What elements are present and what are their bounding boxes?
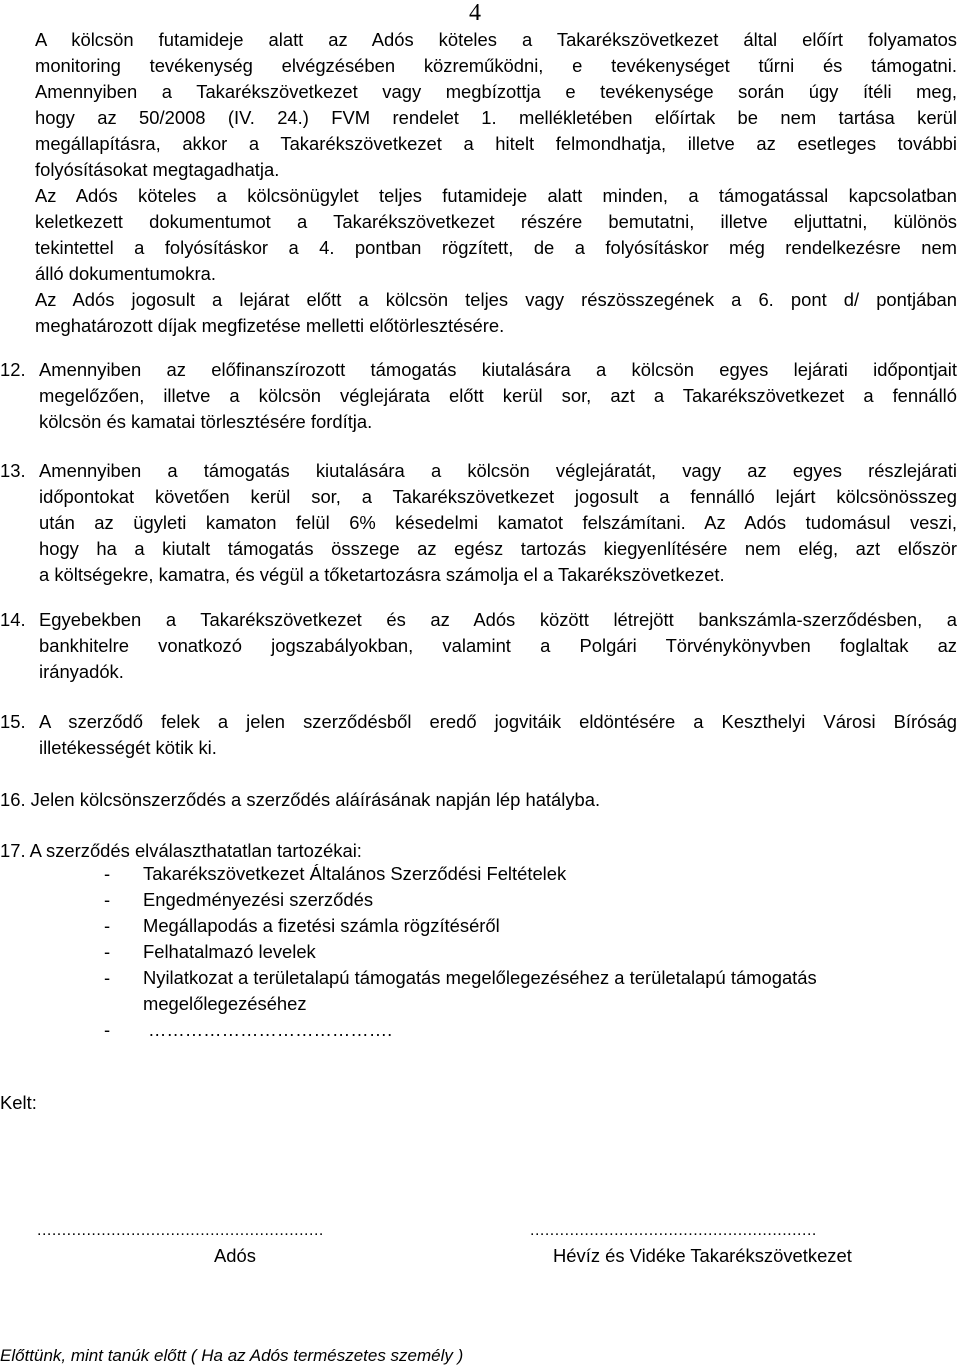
text-line: illetékességét kötik ki. bbox=[39, 737, 217, 758]
list-dash: - bbox=[104, 1019, 111, 1040]
text-line: megelőzően, illetve a kölcsön véglejárata előtt kerül sor, azt a Takarékszövetkezet a fennálló bbox=[39, 385, 957, 406]
list-dash: - bbox=[104, 915, 111, 936]
list-dash: - bbox=[104, 889, 111, 910]
text-line: után az ügyleti kamaton felül 6% késedelmi kamatot felszámítani. Az Adós tudomásul veszi, bbox=[39, 512, 957, 533]
prepayment-paragraph bbox=[35, 287, 957, 339]
signature-label-right: Hévíz és Vidéke Takarékszövetkezet bbox=[553, 1245, 852, 1266]
list-item-placeholder: …………………………………. bbox=[148, 1019, 393, 1040]
text-line: A kölcsön futamideje alatt az Adós köteles a Takarékszövetkezet által előírt folyamatos bbox=[35, 29, 957, 50]
text-line: folyósításokat megtagadhatja. bbox=[35, 159, 280, 180]
text-line: megállapításra, akkor a Takarékszövetkezet a hitelt felmondhatja, illetve az esetleges további bbox=[35, 133, 957, 154]
witness-note: Előttünk, mint tanúk előtt ( Ha az Adós természetes személy ) bbox=[0, 1346, 464, 1365]
section-16: 16. Jelen kölcsönszerződés a szerződés aláírásának napján lép hatályba. bbox=[0, 789, 601, 810]
text-line: kölcsön és kamatai törlesztésére fordítja. bbox=[39, 411, 373, 432]
text-line: álló dokumentumokra. bbox=[35, 263, 216, 284]
section-number: 12. bbox=[0, 359, 26, 380]
text-line: meghatározott díjak megfizetése melletti előtörlesztésére. bbox=[35, 315, 505, 336]
text-line: monitoring tevékenység elvégzésében közreműködni, e tevékenységet tűrni és támogatni. bbox=[35, 55, 957, 76]
list-dash: - bbox=[104, 941, 111, 962]
list-item-text: Felhatalmazó levelek bbox=[143, 941, 316, 962]
list-item-text: Nyilatkozat a területalapú támogatás megelőlegezéséhez a területalapú támogatás bbox=[143, 967, 817, 988]
section-17: 17. A szerződés elválaszthatatlan tartozékai: bbox=[0, 840, 362, 861]
text-line: Amennyiben a Takarékszövetkezet vagy megbízottja e tevékenysége során úgy ítéli meg, bbox=[35, 81, 957, 102]
text-line: keletkezett dokumentumot a Takarékszövetkezet részére bemutatni, illetve eljuttatni, különös bbox=[35, 211, 957, 232]
page-number: 4 bbox=[469, 0, 481, 26]
list-item-text-continued: megelőlegezéséhez bbox=[143, 993, 307, 1014]
text-line: hogy az 50/2008 (IV. 24.) FVM rendelet 1. mellékletében előírtak be nem tartása kerül bbox=[35, 107, 957, 128]
text-line: Amennyiben a támogatás kiutalására a kölcsön véglejáratát, vagy az egyes részlejárati bbox=[39, 460, 957, 481]
section-number: 13. bbox=[0, 460, 26, 481]
text-line: Egyebekben a Takarékszövetkezet és az Adós között létrejött bankszámla-szerződésben, a bbox=[39, 609, 957, 630]
signature-line-left: .......................................................... bbox=[37, 1222, 324, 1239]
text-line: irányadók. bbox=[39, 661, 124, 682]
section-number: 15. bbox=[0, 711, 26, 732]
monitoring-paragraph bbox=[35, 27, 957, 183]
text-line: Amennyiben az előfinanszírozott támogatás kiutalására a kölcsön egyes lejárati időpontjait bbox=[39, 359, 957, 380]
signature-line-right: .......................................................... bbox=[530, 1222, 817, 1239]
text-line: A szerződő felek a jelen szerződésből eredő jogvitáik eldöntésére a Keszthelyi Városi Bíróság bbox=[39, 711, 957, 732]
text-line: hogy ha a kiutalt támogatás összege az egész tartozás kiegyenlítésére nem elég, azt először bbox=[39, 538, 957, 559]
list-dash: - bbox=[104, 967, 111, 988]
signature-label-left: Adós bbox=[214, 1245, 256, 1266]
list-dash: - bbox=[104, 863, 111, 884]
documents-paragraph bbox=[35, 183, 957, 287]
text-line: Az Adós jogosult a lejárat előtt a kölcsön teljes vagy részösszegének a 6. pont d/ pontjában bbox=[35, 289, 957, 310]
text-line: Az Adós köteles a kölcsönügylet teljes futamideje alatt minden, a támogatással kapcsolatban bbox=[35, 185, 957, 206]
text-line: a költségekre, kamatra, és végül a tőketartozásra számolja el a Takarékszövetkezet. bbox=[39, 564, 725, 585]
list-item-text: Engedményezési szerződés bbox=[143, 889, 374, 910]
section-number: 14. bbox=[0, 609, 26, 630]
kelt-label: Kelt: bbox=[0, 1092, 37, 1113]
list-item-text: Takarékszövetkezet Általános Szerződési Feltételek bbox=[143, 863, 567, 884]
text-line: időpontokat követően kerül sor, a Takarékszövetkezet jogosult a fennálló lejárt kölcsönösszeg bbox=[39, 486, 957, 507]
list-item-text: Megállapodás a fizetési számla rögzítéséről bbox=[143, 915, 500, 936]
text-line: tekintettel a folyósításkor a 4. pontban rögzített, de a folyósításkor még rendelkezésre nem bbox=[35, 237, 957, 258]
text-line: bankhitelre vonatkozó jogszabályokban, valamint a Polgári Törvénykönyvben foglaltak az bbox=[39, 635, 957, 656]
